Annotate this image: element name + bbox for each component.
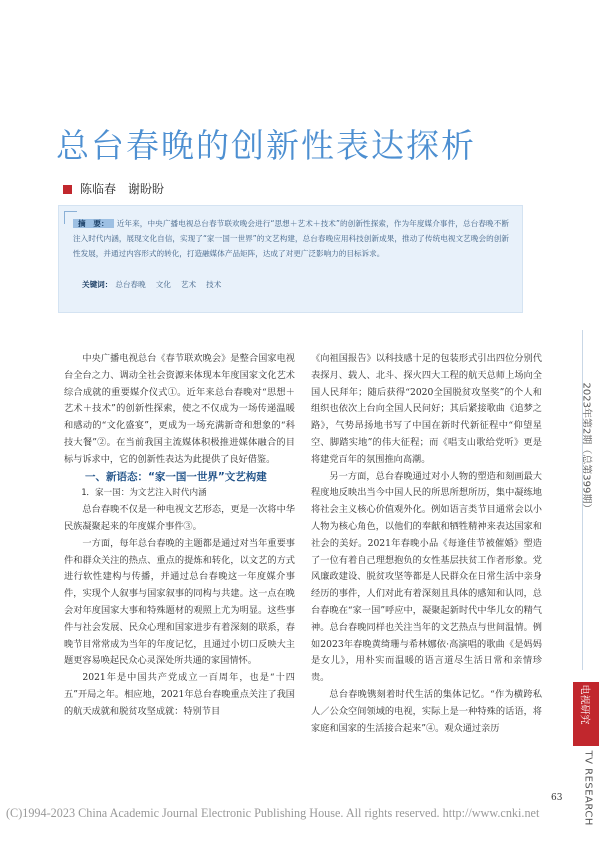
body-column-left (64, 351, 295, 721)
subsection-heading: 1．家一国：为文艺注入时代内涵 (81, 488, 207, 499)
paragraph: 2021年是中国共产党成立一百周年，也是“十四五”开局之年。相应地，2021年总台春晚重点关注了我国的航天成就和脱贫攻坚成就：特别节目 (64, 672, 295, 717)
abstract-text (73, 216, 509, 261)
section-heading: 一、新语态：“家一国一世界”文艺构建 (85, 470, 267, 483)
authors (63, 180, 176, 197)
paragraph: 总台春晚不仅是一种电视文艺形态，更是一次将中华民族凝聚起来的年度媒介事件③。 (64, 504, 295, 532)
keyword: 艺术 (180, 280, 197, 289)
author-name: 陈临春 (80, 182, 117, 196)
abstract-body: 近年来，中央广播电视总台春节联欢晚会进行“思想＋艺术＋技术”的创新性探索，作为年度媒介事件，总台春晚不断注入时代内涵，展现文化自信，实现了“家一国一世界”的文艺构建，总台春晚应用科技创新成果，推动了传统电视文艺晚会的创新性发展，并通过内容形式的转化，打造融媒体产品矩阵，达成了对更广泛影响力的目标诉求。 (73, 219, 509, 258)
keyword: 技术 (206, 280, 222, 289)
author-name: 谢盼盼 (128, 182, 165, 196)
keywords (82, 279, 231, 290)
paragraph: 《向祖国报告》以科技感十足的包装形式引出四位分别代表探月、载人、北斗、探火四大工程的航天总师上场向全国人民拜年；随后获得“2020全国脱贫攻坚奖”的个人和组织也依次上台向全国人民问好；其后紧接歌曲《追梦之路》，气势昂扬地书写了中国在新时代新征程中“仰望星空、脚踏实地”的伟大征程；而《唱支山歌给党听》更是将建党百年的氛围推向高潮。 (311, 353, 542, 465)
column-name: 电视研究 (578, 684, 590, 725)
body-column-right (311, 351, 542, 737)
keywords-label: 关键词： (82, 280, 113, 289)
paragraph: 总台春晚镌刻着时代生活的集体记忆。“作为横跨私人／公众空间领域的电视，实际上是一种特殊的话语，将家庭和国家的生活接合起来”④。观众通过亲历 (311, 688, 542, 734)
copyright-footer: (C)1994-2023 China Academic Journal Electronic Publishing House. All rights reserved. http://www.cnki.net (6, 806, 540, 820)
page-number: 63 (551, 793, 563, 803)
journal-english-name: TV RESEARCH (582, 750, 594, 826)
author-marker-icon (63, 185, 72, 194)
paragraph: 中央广播电视总台《春节联欢晚会》是整合国家电视台全台之力、调动全社会资源来体现本年度国家文化艺术综合成就的重要媒介仪式①。近年来总台春晚对“思想＋艺术＋技术”的创新性探索，使之不仅成为一场传递温暖和感动的“文化盛宴”，更成为一场充满新奇和想象的“科技大餐”②。在当前我国主流媒体积极推进媒体融合的目标与诉求中，它的创新性表达为此提供了良好借鉴。 (64, 353, 295, 465)
journal-sidebar (573, 330, 599, 860)
paragraph: 另一方面，总台春晚通过对小人物的塑造和刻画最大程度地反映出当今中国人民的所思所想所历，集中凝练地将社会主义核心价值观外化。例如语言类节目通常会以小人物为核心角色，以他们的奉献和牺牲精神来表达国家和社会的美好。2021年春晚小品《每逢佳节被催婚》塑造了一位有着自己理想抱负的女性基层扶贫工作者形象。党风廉政建设、脱贫攻坚等都是人民群众在日常生活中亲身经历的事件，人们对此有着深刻且具体的感知和认同，总台春晚在“家一国”呼应中，凝聚起新时代中华儿女的精气神。总台春晚同样也关注当年的文艺热点与世间温情。例如2023年春晚黄绮珊与希林娜依·高演唱的歌曲《是妈妈是女儿》，用朴实而温暖的语言道尽生活日常和亲情珍贵。 (311, 470, 542, 684)
abstract-box (58, 205, 523, 313)
paragraph: 一方面，每年总台春晚的主题都是通过对当年重要事件和群众关注的热点、重点的提炼和转化，以文艺的方式进行软性建构与传播，并通过总台春晚这一年度媒介事件，实现个人叙事与国家叙事的同构与共建。这一点在晚会对年度国家大事和特殊题材的观照上尤为明显。这些事件与社会发展、民众心理和国家进步有着深刻的联系，春晚节目常常成为当年的年度记忆，且通过小切口反映大主题更容易唤起民众心灵深处所共通的家国情怀。 (64, 537, 295, 667)
article-title: 总台春晚的创新性表达探析 (56, 126, 476, 165)
issue-info: 2023年第2期（总第399期） (580, 382, 592, 514)
keyword: 文化 (155, 280, 171, 289)
keyword: 总台春晚 (115, 280, 146, 289)
abstract-label: 摘 要： (73, 219, 114, 228)
